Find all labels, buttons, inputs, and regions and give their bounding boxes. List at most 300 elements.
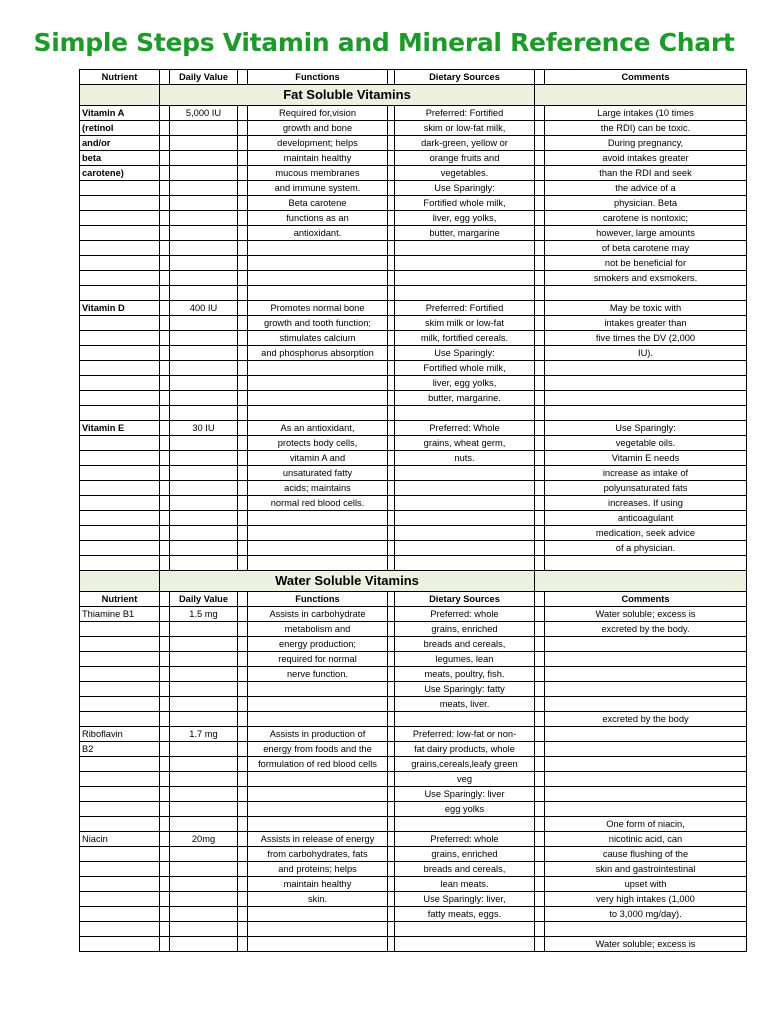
spacer-cell [160, 496, 170, 511]
table-row [80, 622, 747, 637]
spacer-cell [160, 151, 170, 166]
spacer-cell [160, 196, 170, 211]
spacer-cell [388, 466, 395, 481]
dietary-sources-cell: milk, fortified cereals. [395, 331, 535, 346]
dietary-sources-cell: skim milk or low-fat [395, 316, 535, 331]
spacer-cell [160, 622, 170, 637]
functions-cell: and proteins; helps [248, 862, 388, 877]
dietary-sources-cell: liver, egg yolks, [395, 376, 535, 391]
spacer-cell [535, 607, 545, 622]
spacer-cell [238, 592, 248, 607]
spacer-cell [160, 286, 170, 301]
spacer-cell [238, 196, 248, 211]
spacer-cell [238, 496, 248, 511]
table-row [80, 181, 747, 196]
daily-value-cell [170, 496, 238, 511]
table-row [80, 376, 747, 391]
nutrient-cell [80, 682, 160, 697]
spacer-cell [388, 637, 395, 652]
comments-cell [545, 727, 747, 742]
spacer-cell [238, 436, 248, 451]
table-row [80, 316, 747, 331]
daily-value-cell [170, 271, 238, 286]
comments-cell [545, 682, 747, 697]
spacer-cell [238, 136, 248, 151]
nutrient-cell: carotene) [80, 166, 160, 181]
dietary-sources-cell: butter, margarine. [395, 391, 535, 406]
comments-cell: During pregnancy, [545, 136, 747, 151]
daily-value-cell [170, 892, 238, 907]
spacer-cell [238, 742, 248, 757]
table-row [80, 256, 747, 271]
spacer-cell [388, 667, 395, 682]
spacer-cell [388, 481, 395, 496]
spacer-cell [238, 346, 248, 361]
table-row [80, 712, 747, 727]
dietary-sources-cell: legumes, lean [395, 652, 535, 667]
spacer-cell [238, 181, 248, 196]
nutrient-cell [80, 937, 160, 952]
nutrient-cell [80, 622, 160, 637]
header-nutrient: Nutrient [80, 592, 160, 607]
spacer-cell [535, 436, 545, 451]
spacer-cell [238, 697, 248, 712]
spacer-cell [388, 907, 395, 922]
daily-value-cell [170, 511, 238, 526]
spacer-cell [238, 256, 248, 271]
functions-cell [248, 907, 388, 922]
dietary-sources-cell: butter, margarine [395, 226, 535, 241]
functions-cell [248, 526, 388, 541]
dietary-sources-cell [395, 511, 535, 526]
comments-cell [545, 652, 747, 667]
table-row [80, 286, 747, 301]
comments-cell [545, 406, 747, 421]
spacer-cell [388, 271, 395, 286]
table-row [80, 106, 747, 121]
spacer-cell [388, 556, 395, 571]
nutrient-cell [80, 667, 160, 682]
table-row [80, 832, 747, 847]
nutrient-cell [80, 451, 160, 466]
functions-cell [248, 511, 388, 526]
functions-cell: and phosphorus absorption [248, 346, 388, 361]
nutrient-cell: and/or [80, 136, 160, 151]
spacer-cell [535, 196, 545, 211]
comments-cell: medication, seek advice [545, 526, 747, 541]
nutrient-cell [80, 391, 160, 406]
spacer-cell [160, 832, 170, 847]
table-row [80, 451, 747, 466]
spacer-cell [535, 592, 545, 607]
spacer-cell [388, 922, 395, 937]
nutrient-cell [80, 361, 160, 376]
functions-cell: normal red blood cells. [248, 496, 388, 511]
dietary-sources-cell: vegetables. [395, 166, 535, 181]
comments-cell: physician. Beta [545, 196, 747, 211]
functions-cell [248, 391, 388, 406]
daily-value-cell: 20mg [170, 832, 238, 847]
nutrient-cell [80, 271, 160, 286]
dietary-sources-cell [395, 466, 535, 481]
daily-value-cell [170, 712, 238, 727]
functions-cell: Required for,vision [248, 106, 388, 121]
spacer-cell [388, 316, 395, 331]
daily-value-cell: 5,000 IU [170, 106, 238, 121]
daily-value-cell [170, 256, 238, 271]
nutrient-cell [80, 496, 160, 511]
header-functions: Functions [248, 592, 388, 607]
functions-cell: stimulates calcium [248, 331, 388, 346]
nutrient-cell: Niacin [80, 832, 160, 847]
header-daily-value: Daily Value [170, 592, 238, 607]
spacer-cell [160, 271, 170, 286]
comments-cell: not be beneficial for [545, 256, 747, 271]
table-row [80, 526, 747, 541]
functions-cell [248, 802, 388, 817]
spacer-cell [238, 802, 248, 817]
spacer-cell [238, 466, 248, 481]
nutrient-cell [80, 481, 160, 496]
nutrient-cell [80, 556, 160, 571]
spacer-cell [388, 70, 395, 85]
nutrient-cell [80, 286, 160, 301]
functions-cell: and immune system. [248, 181, 388, 196]
spacer-cell [388, 361, 395, 376]
spacer-cell [238, 877, 248, 892]
spacer-cell [160, 241, 170, 256]
spacer-cell [535, 466, 545, 481]
functions-cell: Assists in release of energy [248, 832, 388, 847]
spacer-cell [388, 106, 395, 121]
nutrient-cell [80, 181, 160, 196]
nutrient-cell [80, 331, 160, 346]
comments-cell: very high intakes (1,000 [545, 892, 747, 907]
functions-cell: from carbohydrates, fats [248, 847, 388, 862]
spacer-cell [238, 421, 248, 436]
functions-cell [248, 541, 388, 556]
spacer-cell [238, 301, 248, 316]
spacer-cell [160, 466, 170, 481]
spacer-cell [238, 526, 248, 541]
comments-cell [545, 637, 747, 652]
spacer-cell [388, 166, 395, 181]
functions-cell: acids; maintains [248, 481, 388, 496]
nutrient-cell [80, 697, 160, 712]
table-row [80, 466, 747, 481]
spacer-cell [388, 877, 395, 892]
table-row [80, 391, 747, 406]
spacer-cell [160, 451, 170, 466]
dietary-sources-cell: Fortified whole milk, [395, 361, 535, 376]
functions-cell: formulation of red blood cells [248, 757, 388, 772]
spacer-cell [535, 541, 545, 556]
spacer-cell [238, 652, 248, 667]
spacer-cell [535, 652, 545, 667]
table-row [80, 607, 747, 622]
spacer-cell [388, 496, 395, 511]
comments-cell: excreted by the body [545, 712, 747, 727]
spacer-cell [388, 607, 395, 622]
spacer-cell [160, 907, 170, 922]
spacer-cell [535, 511, 545, 526]
spacer-cell [535, 151, 545, 166]
dietary-sources-cell: Use Sparingly: [395, 346, 535, 361]
spacer-cell [160, 541, 170, 556]
daily-value-cell [170, 481, 238, 496]
spacer-cell [388, 622, 395, 637]
comments-cell: vegetable oils. [545, 436, 747, 451]
functions-cell [248, 682, 388, 697]
spacer-cell [388, 526, 395, 541]
comments-cell: intakes greater than [545, 316, 747, 331]
dietary-sources-cell: Preferred: Whole [395, 421, 535, 436]
section-spacer [80, 85, 160, 106]
spacer-cell [388, 226, 395, 241]
functions-cell [248, 922, 388, 937]
dietary-sources-cell [395, 817, 535, 832]
spacer-cell [160, 682, 170, 697]
nutrient-cell [80, 787, 160, 802]
functions-cell: Beta carotene [248, 196, 388, 211]
functions-cell: Assists in carbohydrate [248, 607, 388, 622]
spacer-cell [160, 877, 170, 892]
comments-cell: to 3,000 mg/day). [545, 907, 747, 922]
functions-cell: metabolism and [248, 622, 388, 637]
functions-cell: growth and tooth function; [248, 316, 388, 331]
comments-cell [545, 772, 747, 787]
spacer-cell [160, 361, 170, 376]
table-row [80, 877, 747, 892]
spacer-cell [238, 787, 248, 802]
dietary-sources-cell: Use Sparingly: liver [395, 787, 535, 802]
functions-cell: required for normal [248, 652, 388, 667]
table-row [80, 802, 747, 817]
nutrient-cell [80, 772, 160, 787]
daily-value-cell [170, 817, 238, 832]
spacer-cell [238, 151, 248, 166]
daily-value-cell [170, 757, 238, 772]
header-functions: Functions [248, 70, 388, 85]
table-row [80, 637, 747, 652]
table-row [80, 541, 747, 556]
spacer-cell [388, 892, 395, 907]
daily-value-cell [170, 181, 238, 196]
nutrient-cell [80, 922, 160, 937]
comments-cell: Large intakes (10 times [545, 106, 747, 121]
spacer-cell [388, 301, 395, 316]
dietary-sources-cell: Preferred: whole [395, 607, 535, 622]
spacer-cell [160, 181, 170, 196]
spacer-cell [160, 667, 170, 682]
functions-cell: maintain healthy [248, 151, 388, 166]
header-daily-value: Daily Value [170, 70, 238, 85]
dietary-sources-cell [395, 937, 535, 952]
functions-cell [248, 376, 388, 391]
daily-value-cell [170, 622, 238, 637]
functions-cell [248, 406, 388, 421]
table-row [80, 907, 747, 922]
spacer-cell [388, 331, 395, 346]
spacer-cell [160, 922, 170, 937]
spacer-cell [535, 286, 545, 301]
comments-cell: smokers and exsmokers. [545, 271, 747, 286]
daily-value-cell: 30 IU [170, 421, 238, 436]
daily-value-cell [170, 637, 238, 652]
daily-value-cell [170, 697, 238, 712]
comments-cell: five times the DV (2,000 [545, 331, 747, 346]
functions-cell: skin. [248, 892, 388, 907]
spacer-cell [535, 376, 545, 391]
spacer-cell [535, 847, 545, 862]
table-row [80, 652, 747, 667]
table-row [80, 556, 747, 571]
daily-value-cell [170, 436, 238, 451]
spacer-cell [160, 511, 170, 526]
spacer-cell [388, 757, 395, 772]
nutrient-cell [80, 541, 160, 556]
table-row [80, 937, 747, 952]
daily-value-cell [170, 331, 238, 346]
daily-value-cell [170, 466, 238, 481]
functions-cell [248, 697, 388, 712]
functions-cell: mucous membranes [248, 166, 388, 181]
nutrient-cell [80, 757, 160, 772]
spacer-cell [238, 481, 248, 496]
functions-cell [248, 937, 388, 952]
daily-value-cell: 1.5 mg [170, 607, 238, 622]
daily-value-cell [170, 526, 238, 541]
table-row [80, 436, 747, 451]
spacer-cell [535, 712, 545, 727]
nutrient-cell: B2 [80, 742, 160, 757]
spacer-cell [160, 652, 170, 667]
spacer-cell [535, 451, 545, 466]
dietary-sources-cell: Use Sparingly: fatty [395, 682, 535, 697]
dietary-sources-cell: veg [395, 772, 535, 787]
spacer-cell [388, 136, 395, 151]
spacer-cell [388, 742, 395, 757]
functions-cell: antioxidant. [248, 226, 388, 241]
spacer-cell [388, 802, 395, 817]
table-row [80, 922, 747, 937]
comments-cell: skin and gastrointestinal [545, 862, 747, 877]
spacer-cell [388, 406, 395, 421]
spacer-cell [160, 742, 170, 757]
functions-cell: protects body cells, [248, 436, 388, 451]
spacer-cell [160, 556, 170, 571]
nutrient-cell [80, 802, 160, 817]
nutrient-cell [80, 436, 160, 451]
nutrient-cell [80, 406, 160, 421]
spacer-cell [160, 847, 170, 862]
daily-value-cell [170, 652, 238, 667]
spacer-cell [535, 802, 545, 817]
spacer-cell [535, 697, 545, 712]
spacer-cell [160, 106, 170, 121]
spacer-cell [238, 712, 248, 727]
spacer-cell [388, 652, 395, 667]
spacer-cell [535, 346, 545, 361]
functions-cell: unsaturated fatty [248, 466, 388, 481]
table-row [80, 151, 747, 166]
spacer-cell [388, 592, 395, 607]
spacer-cell [535, 106, 545, 121]
section-title: Water Soluble Vitamins [160, 571, 535, 592]
comments-cell: increase as intake of [545, 466, 747, 481]
table-row [80, 271, 747, 286]
daily-value-cell [170, 862, 238, 877]
spacer-cell [388, 817, 395, 832]
functions-cell [248, 772, 388, 787]
daily-value-cell [170, 316, 238, 331]
spacer-cell [535, 241, 545, 256]
nutrient-cell [80, 316, 160, 331]
table-row [80, 421, 747, 436]
dietary-sources-cell: grains, enriched [395, 622, 535, 637]
spacer-cell [160, 226, 170, 241]
spacer-cell [238, 862, 248, 877]
comments-cell [545, 922, 747, 937]
spacer-cell [238, 121, 248, 136]
dietary-sources-cell: Fortified whole milk, [395, 196, 535, 211]
table-row [80, 496, 747, 511]
spacer-cell [388, 256, 395, 271]
daily-value-cell [170, 682, 238, 697]
spacer-cell [388, 511, 395, 526]
spacer-cell [238, 271, 248, 286]
comments-cell: IU). [545, 346, 747, 361]
daily-value-cell [170, 742, 238, 757]
nutrient-cell [80, 226, 160, 241]
functions-cell [248, 241, 388, 256]
daily-value-cell [170, 121, 238, 136]
spacer-cell [160, 637, 170, 652]
table-header-row [80, 70, 747, 85]
daily-value-cell [170, 136, 238, 151]
dietary-sources-cell [395, 406, 535, 421]
reference-table [79, 69, 747, 952]
daily-value-cell: 1.7 mg [170, 727, 238, 742]
daily-value-cell [170, 166, 238, 181]
comments-cell: excreted by the body. [545, 622, 747, 637]
spacer-cell [388, 727, 395, 742]
spacer-cell [535, 637, 545, 652]
daily-value-cell [170, 361, 238, 376]
dietary-sources-cell: orange fruits and [395, 151, 535, 166]
spacer-cell [160, 406, 170, 421]
spacer-cell [238, 907, 248, 922]
spacer-cell [238, 847, 248, 862]
spacer-cell [535, 892, 545, 907]
comments-cell: increases. If using [545, 496, 747, 511]
functions-cell: growth and bone [248, 121, 388, 136]
spacer-cell [238, 286, 248, 301]
spacer-cell [388, 451, 395, 466]
dietary-sources-cell: skim or low-fat milk, [395, 121, 535, 136]
spacer-cell [388, 376, 395, 391]
spacer-cell [238, 166, 248, 181]
spacer-cell [388, 346, 395, 361]
dietary-sources-cell: meats, poultry, fish. [395, 667, 535, 682]
spacer-cell [535, 271, 545, 286]
spacer-cell [238, 667, 248, 682]
spacer-cell [238, 727, 248, 742]
spacer-cell [238, 106, 248, 121]
spacer-cell [238, 607, 248, 622]
table-row [80, 847, 747, 862]
nutrient-cell [80, 196, 160, 211]
